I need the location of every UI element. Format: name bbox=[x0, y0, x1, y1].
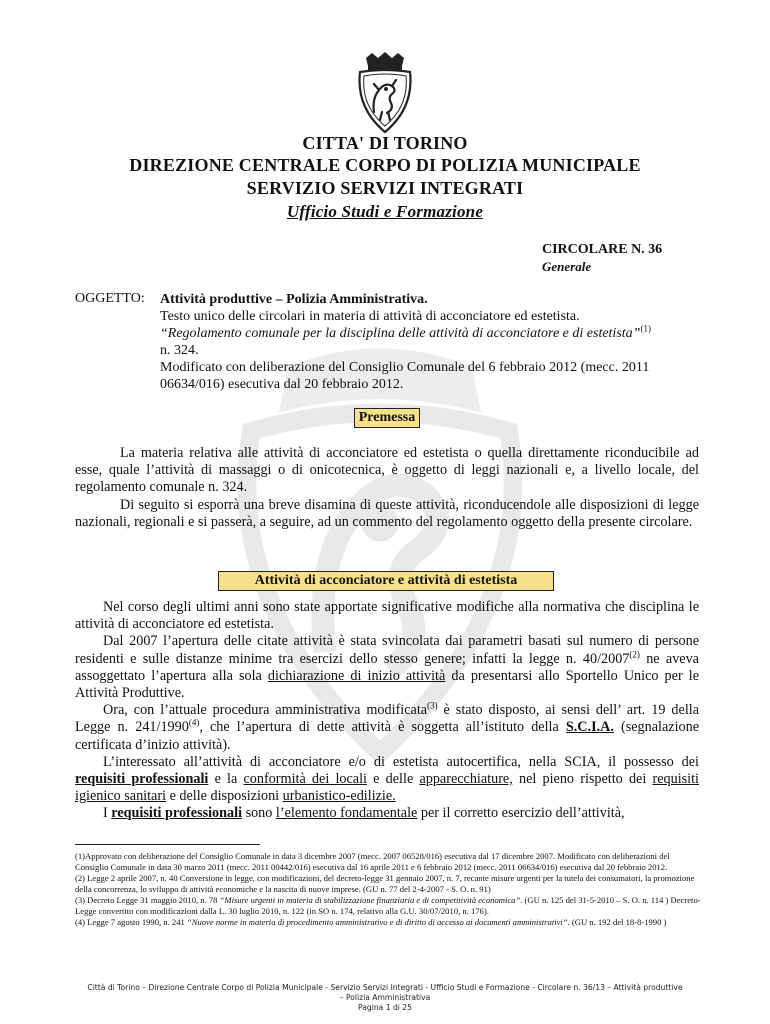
body-p3: Ora, con l’attuale procedura amministrativa modificata$^{(3)}$ è stato disposto, ai sensi dell’ art. 19 della Legge n. 241/1990$^{(4)}$, che l’apertura di dette attività è soggetta all’istituto della S.C.I.A. (segnalazione certificata d’inizio attività). bbox=[75, 700, 699, 753]
footnote-3: (3) Decreto Legge 31 maggio 2010, n. 78 “Misure urgenti in materia di stabilizzazione finanziaria e di competitività economica”. (GU n. 125 del 31-5-2010 – S. O. n. 114 ) Decreto-Legge convertito con modificazioni dalla L. 30 luglio 2010, n. 122 (in SO n. 174, relativo alla G.U. 30/07/2010, n. 176). bbox=[75, 895, 701, 916]
oggetto-title: Attività produttive – Polizia Amministrativa. bbox=[160, 292, 428, 307]
servizio-title: SERVIZIO SERVIZI INTEGRATI bbox=[246, 178, 524, 198]
page-footer bbox=[60, 983, 710, 1013]
section-attivita: Attività di acconciatore e attività di estetista bbox=[218, 571, 554, 591]
premessa-p2: Di seguito si esporrà una breve disamina di queste attività, riconducendole alle disposizioni di legge nazionali, regionali e si passerà, a seguire, ad un commento del regolamento oggetto della presente circolare. bbox=[75, 496, 699, 530]
city-crest-icon bbox=[352, 52, 418, 134]
oggetto-line5: Modificato con deliberazione del Consiglio Comunale del 6 febbraio 2012 (mecc. 2011 bbox=[160, 360, 650, 375]
oggetto-label: OGGETTO: bbox=[75, 291, 145, 306]
body-p4: L’interessato all’attività di acconciatore e/o di estetista autocertifica, nella SCIA, il possesso dei requisiti professionali e la conformità dei locali e delle apparecchiature, nel pieno rispetto dei requisiti igienico sanitari e delle disposizioni urbanistico-edilizie. bbox=[75, 753, 699, 805]
circolare-type: Generale bbox=[542, 259, 592, 274]
premessa-p1: La materia relativa alle attività di acconciatore ed estetista o quella direttamente riconducibile ad esse, quale l’attività di massaggi o di onicotecnica, è oggetto di leggi nazionali e, a livello locale, del regolamento comunale n. 324. bbox=[75, 445, 699, 496]
footnotes bbox=[75, 851, 701, 928]
oggetto-line4: n. 324. bbox=[160, 343, 199, 358]
section-premessa: Premessa bbox=[354, 408, 420, 428]
body-text bbox=[75, 599, 699, 823]
body-p5: I requisiti professionali sono l’elemento fondamentale per il corretto esercizio dell’attività, bbox=[103, 805, 625, 822]
body-p2: Dal 2007 l’apertura delle citate attività è stata svincolata dai parametri basati sul numero di persone residenti e sulle distanze minime tra esercizi dello stesso genere; infatti la legge n. 40/2007$^{(2)}$ ne aveva assoggettato l’apertura alla sola dichiarazione di inizio attività da presentarsi allo Sportello Unico per le Attività Produttive. bbox=[75, 633, 699, 702]
city-title: CITTA' DI TORINO bbox=[302, 133, 468, 153]
body-p1: Nel corso degli ultimi anni sono state apportate significative modifiche alla normativa che disciplina le attività di acconciatore ed estetista. bbox=[75, 599, 699, 633]
oggetto-line6: 06634/016) esecutiva dal 20 febbraio 2012. bbox=[160, 377, 404, 392]
footnote-2: (2) Legge 2 aprile 2007, n. 40 Conversione in legge, con modificazioni, del decreto-legge 31 gennaio 2007, n. 7, recante misure urgenti per la tutela dei consumatori, la promozione della concorrenza, lo sviluppo di attività economiche e la nascita di nuove imprese. (GU n. 77 del 2-4-2007 - S. O. n. 91) bbox=[75, 873, 695, 894]
footnote-4: (4) Legge 7 agosto 1990, n. 241 “Nuove norme in materia di procedimento amministrativo e di diritto di accesso ai documenti amministrativi”. (GU n. 192 del 18-8-1990 ) bbox=[75, 917, 667, 927]
premessa-text bbox=[75, 445, 699, 531]
footnote-1: (1)Approvato con deliberazione del Consiglio Comunale in data 3 dicembre 2007 (mecc. 2007 06528/016) esecutiva dal 17 dicembre 2007. Modificato con deliberazioni del Consiglio Comunale in data 30 marzo 2011 (mecc. 2011 00442/016) esecutiva dal 16 aprile 2011 e 6 febbraio 2012 (mecc. 2011 06634/016) esecutiva dal 20 febbraio 2012. bbox=[75, 851, 670, 872]
direzione-title: DIREZIONE CENTRALE CORPO DI POLIZIA MUNICIPALE bbox=[129, 155, 641, 175]
oggetto-line2: Testo unico delle circolari in materia di attività di acconciatore ed estetista. bbox=[160, 309, 580, 324]
footer-line1: Città di Torino – Direzione Centrale Corpo di Polizia Municipale - Servizio Servizi Integrati - Ufficio Studi e Formazione - Circolare n. 36/13 – Attività produttive bbox=[87, 983, 683, 992]
page-number: Pagina 1 di 25 bbox=[358, 1003, 412, 1012]
oggetto-line3: “Regolamento comunale per la disciplina delle attività di acconciatore e di estetista”$^{(1)}$ bbox=[160, 323, 651, 341]
footer-line2: – Polizia Amministrativa bbox=[339, 993, 431, 1002]
footnote-separator bbox=[75, 844, 260, 845]
circolare-number: CIRCOLARE N. 36 bbox=[542, 242, 663, 257]
ufficio-title: Ufficio Studi e Formazione bbox=[286, 202, 484, 221]
